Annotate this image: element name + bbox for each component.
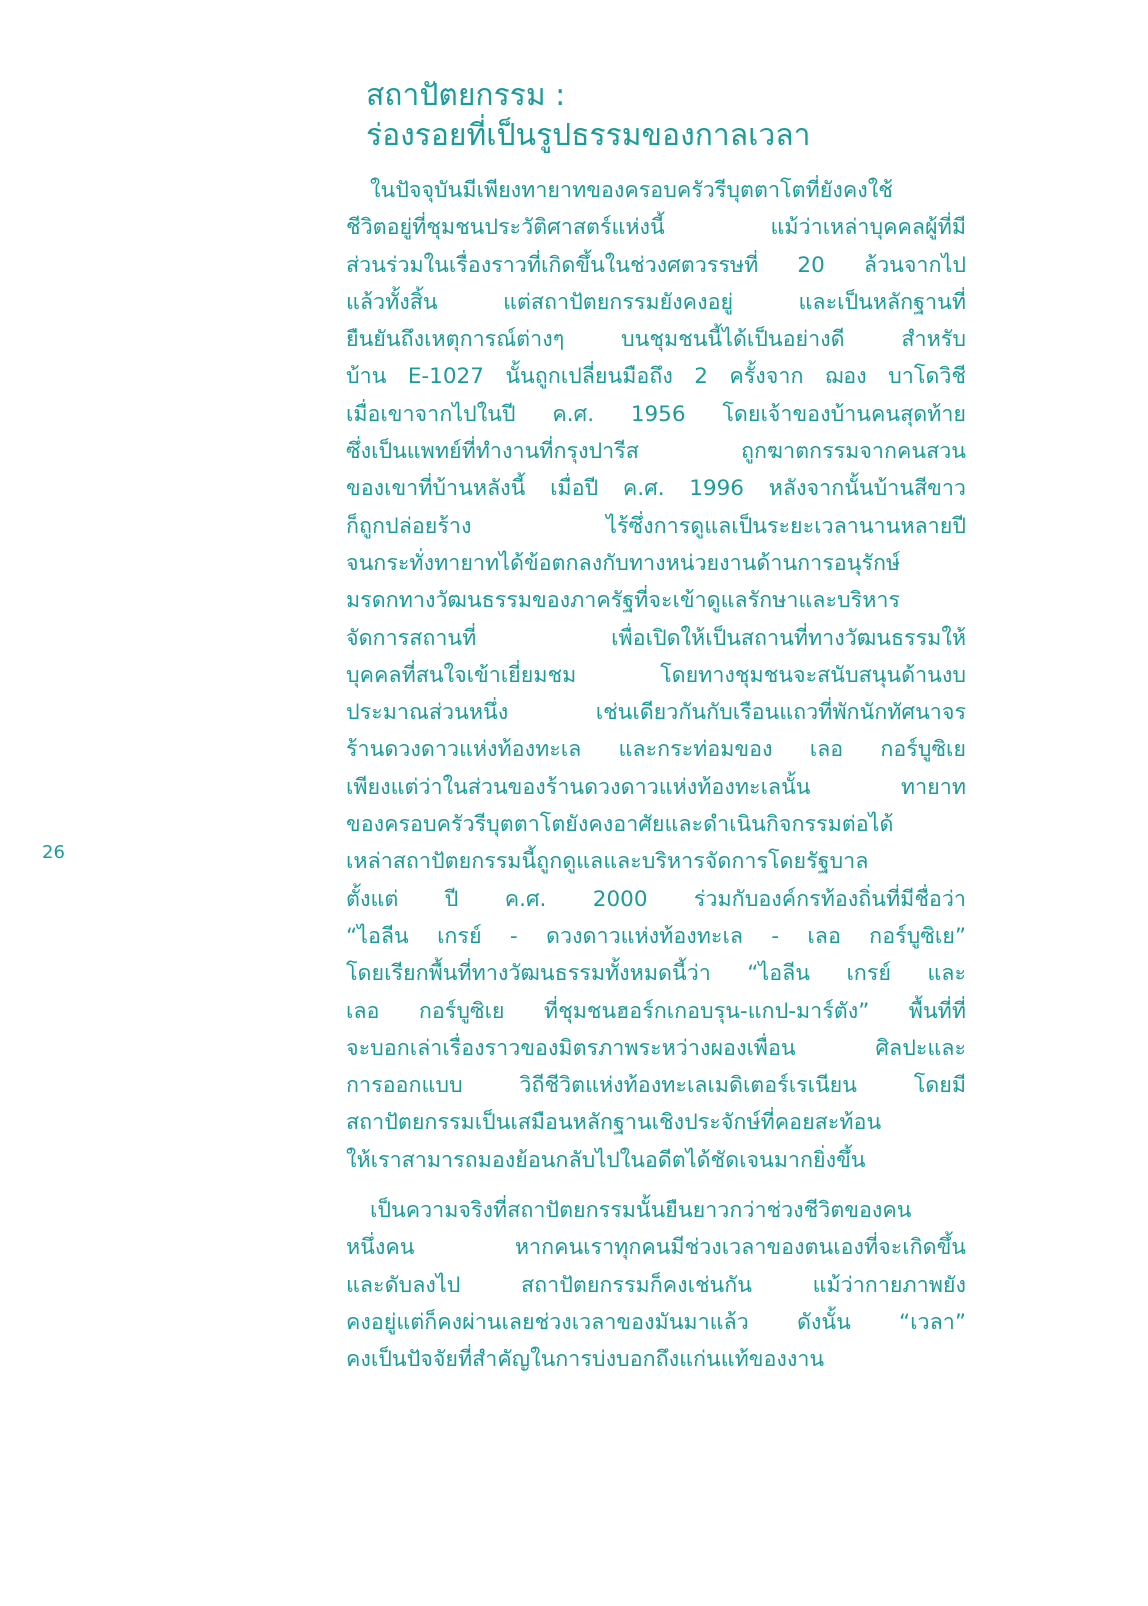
text-line: ของเขาที่บ้านหลังนี้ เมื่อปี ค.ศ. 1996 หลังจากนั้นบ้านสีขาว [346, 476, 966, 502]
text-line: ยืนยันถึงเหตุการณ์ต่างๆ บนชุมชนนี้ได้เป็นอย่างดี สำหรับ [346, 327, 966, 353]
title-line-1: สถาปัตยกรรม : [366, 78, 566, 113]
text-line: ซึ่งเป็นแพทย์ที่ทำงานที่กรุงปารีส ถูกฆาตกรรมจากคนสวน [346, 439, 966, 465]
text-line: ตั้งแต่ ปี ค.ศ. 2000 ร่วมกับองค์กรท้องถิ่นที่มีชื่อว่า [346, 886, 966, 912]
text-line: ประมาณส่วนหนึ่ง เช่นเดียวกันกับเรือนแถวที่พักนักทัศนาจร [346, 700, 966, 726]
section-title [366, 76, 986, 156]
text-line: บุคคลที่สนใจเข้าเยี่ยมชม โดยทางชุมชนจะสนับสนุนด้านงบ [346, 662, 966, 688]
text-line: ในปัจจุบันมีเพียงทายาทของครอบครัวรีบุตตาโตที่ยังคงใช้ [370, 178, 893, 203]
text-line: “ไอลีน เกรย์ - ดวงดาวแห่งท้องทะเล - เลอ กอร์บูซิเย” [346, 923, 966, 949]
text-line: ให้เราสามารถมองย้อนกลับไปในอดีตได้ชัดเจนมากยิ่งขึ้น [346, 1147, 866, 1173]
text-line: หนึ่งคน หากคนเราทุกคนมีช่วงเวลาของตนเองที่จะเกิดขึ้น [346, 1235, 966, 1261]
text-line: เมื่อเขาจากไปในปี ค.ศ. 1956 โดยเจ้าของบ้านคนสุดท้าย [346, 401, 966, 427]
text-line: การออกแบบ วิถีชีวิตแห่งท้องทะเลเมดิเตอร์เรเนียน โดยมี [346, 1073, 966, 1099]
text-line: แล้วทั้งสิ้น แต่สถาปัตยกรรมยังคงอยู่ และเป็นหลักฐานที่ [346, 289, 966, 315]
text-line: จะบอกเล่าเรื่องราวของมิตรภาพระหว่างผองเพื่อน ศิลปะและ [346, 1035, 966, 1061]
text-line: บ้าน E-1027 นั้นถูกเปลี่ยนมือถึง 2 ครั้งจาก ฌอง บาโดวิชี [346, 364, 966, 390]
text-line: เลอ กอร์บูซิเย ที่ชุมชนฮอร์กเกอบรุน-แกป-มาร์ตัง” พื้นที่ที่ [346, 998, 966, 1024]
text-line: ส่วนร่วมในเรื่องราวที่เกิดขึ้นในช่วงศตวรรษที่ 20 ล้วนจากไป [346, 252, 966, 278]
paragraph-1 [346, 172, 966, 1179]
text-line: ร้านดวงดาวแห่งท้องทะเล และกระท่อมของ เลอ กอร์บูซิเย [346, 737, 966, 763]
text-line: ก็ถูกปล่อยร้าง ไร้ซึ่งการดูแลเป็นระยะเวลานานหลายปี [346, 513, 966, 539]
title-line-2: ร่องรอยที่เป็นรูปธรรมของกาลเวลา [366, 118, 811, 153]
text-line: เพียงแต่ว่าในส่วนของร้านดวงดาวแห่งท้องทะเลนั้น ทายาท [346, 774, 966, 800]
text-line: ชีวิตอยู่ที่ชุมชนประวัติศาสตร์แห่งนี้ แม้ว่าเหล่าบุคคลผู้ที่มี [346, 215, 966, 241]
text-line: และดับลงไป สถาปัตยกรรมก็คงเช่นกัน แม้ว่ากายภาพยัง [346, 1272, 966, 1298]
page-number: 26 [42, 842, 65, 863]
text-line: เหล่าสถาปัตยกรรมนี้ถูกดูแลและบริหารจัดการโดยรัฐบาล [346, 849, 869, 875]
body-text [346, 172, 966, 1379]
text-line: คงเป็นปัจจัยที่สำคัญในการบ่งบอกถึงแก่นแท้ของงาน [346, 1347, 825, 1373]
text-line: จนกระทั่งทายาทได้ข้อตกลงกับทางหน่วยงานด้านการอนุรักษ์ [346, 550, 901, 576]
text-line: เป็นความจริงที่สถาปัตยกรรมนั้นยืนยาวกว่าช่วงชีวิตของคน [370, 1198, 912, 1224]
text-line: มรดกทางวัฒนธรรมของภาครัฐที่จะเข้าดูแลรักษาและบริหาร [346, 588, 900, 614]
text-line: สถาปัตยกรรมเป็นเสมือนหลักฐานเชิงประจักษ์ที่คอยสะท้อน [346, 1110, 882, 1136]
text-line: โดยเรียกพื้นที่ทางวัฒนธรรมทั้งหมดนี้ว่า “ไอลีน เกรย์ และ [346, 961, 966, 987]
paragraph-2 [346, 1192, 966, 1378]
text-line: คงอยู่แต่ก็คงผ่านเลยช่วงเวลาของมันมาแล้ว ดังนั้น “เวลา” [346, 1309, 966, 1335]
text-line: ของครอบครัวรีบุตตาโตยังคงอาศัยและดำเนินกิจกรรมต่อได้ [346, 812, 894, 838]
text-line: จัดการสถานที่ เพื่อเปิดให้เป็นสถานที่ทางวัฒนธรรมให้ [346, 625, 966, 651]
